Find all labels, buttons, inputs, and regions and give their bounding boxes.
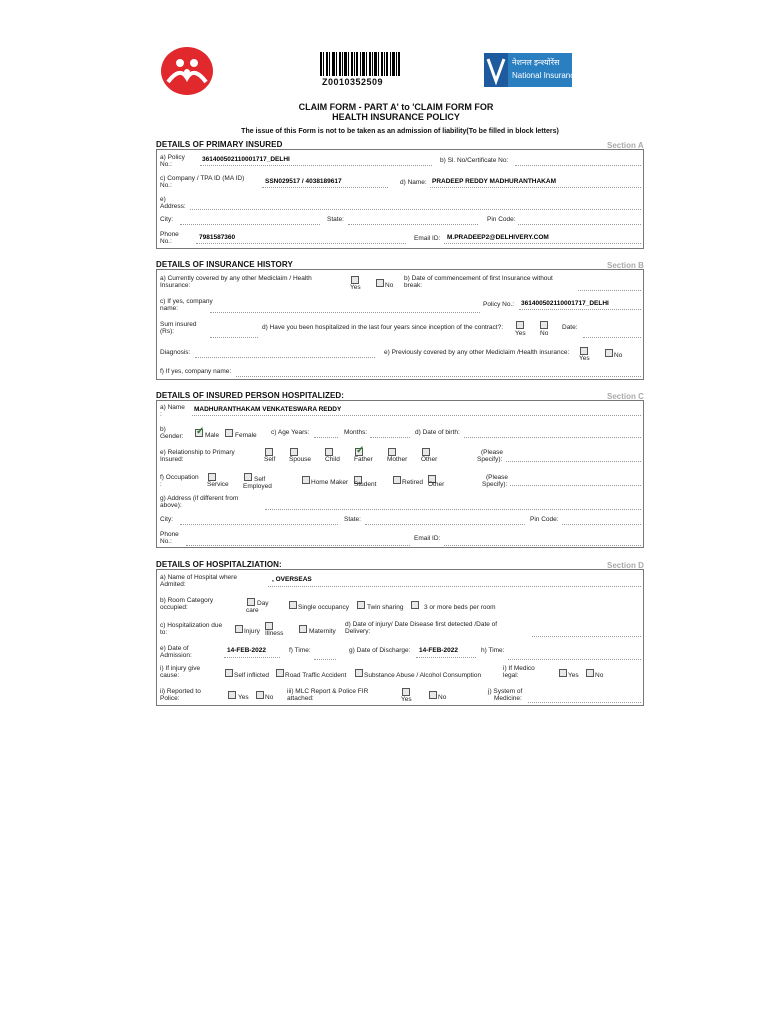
other-company-label: c) If yes, company name:: [160, 298, 213, 312]
currently-covered-label: a) Currently covered by any other Mediclaim / Health Insurance:: [160, 275, 312, 289]
patient-name-label: a) Name :: [160, 404, 185, 418]
room-twin-checkbox[interactable]: [357, 601, 365, 609]
barcode-number: Z0010352509: [322, 77, 384, 87]
due-injury-label: Injury: [244, 628, 260, 635]
rel-mother-label: Mother: [387, 456, 408, 463]
hospitalization-due-label: c) Hospitalization due to:: [160, 622, 223, 636]
occ-service-checkbox[interactable]: [208, 473, 216, 481]
barcode: [320, 52, 400, 76]
medico-legal-label: i) If Medico legal:: [503, 665, 535, 679]
covered-yes-checkbox[interactable]: [351, 276, 359, 284]
mlc-yes-checkbox[interactable]: [402, 688, 410, 696]
room-three-beds-checkbox[interactable]: [411, 601, 419, 609]
cause-substance-label: Substance Abuse / Alcohol Consumption: [364, 672, 482, 679]
medico-yes-label: Yes: [568, 672, 579, 679]
c-city-field[interactable]: [180, 524, 338, 525]
occ-home-maker-label: Home Maker: [311, 479, 349, 486]
rel-father-checkbox[interactable]: [355, 448, 363, 456]
policy-label: a) Policy No.:: [160, 154, 185, 168]
email-label: Email ID:: [414, 235, 441, 242]
insurer-logo: [484, 53, 579, 87]
certificate-label: b) Sl. No/Certificate No:: [440, 157, 509, 164]
rel-please-specify-label: (Please Specify):: [477, 449, 504, 463]
sum-insured-field[interactable]: [210, 337, 258, 338]
cause-self-inflicted-label: Self inflicted: [234, 672, 270, 679]
age-years-field[interactable]: [314, 437, 338, 438]
hospitalized-yes-label: Yes: [515, 330, 526, 337]
form-title-line2: HEALTH INSURANCE POLICY: [332, 112, 460, 122]
sum-insured-label: Sum insured (Rs):: [160, 321, 197, 335]
occ-retired-label: Retired: [402, 479, 423, 486]
relationship-label: e) Relationship to Primary Insured:: [160, 449, 235, 463]
occ-retired-checkbox[interactable]: [393, 476, 401, 484]
diagnosis-label: Diagnosis:: [160, 349, 191, 356]
c-state-label: State:: [344, 516, 361, 523]
alt-address-label: g) Address (if different from above):: [160, 495, 239, 509]
company-tpa-label: c) Company / TPA ID (MA ID) No.:: [160, 175, 245, 189]
section-d-tag: Section D: [607, 561, 644, 570]
age-months-label: Months:: [344, 429, 368, 436]
rel-other-label: Other: [421, 456, 438, 463]
time-f-label: f) Time:: [289, 647, 311, 654]
certificate-field[interactable]: [515, 165, 641, 166]
cause-self-inflicted-checkbox[interactable]: [225, 669, 233, 677]
commencement-label: b) Date of commencement of first Insurance without break:: [404, 275, 553, 289]
age-years-label: c) Age Years:: [271, 429, 310, 436]
gender-female-checkbox[interactable]: [225, 429, 233, 437]
history-policy-label: Policy No.:: [483, 301, 515, 308]
age-months-field[interactable]: [370, 437, 410, 438]
police-yes-checkbox[interactable]: [228, 691, 236, 699]
phone-value[interactable]: 7981587360: [199, 234, 236, 241]
occ-please-specify-label: (Please Specify):: [482, 474, 509, 488]
c-email-field[interactable]: [444, 545, 641, 546]
previously-no-checkbox[interactable]: [605, 349, 613, 357]
police-no-label: No: [265, 694, 274, 701]
c-phone-label: Phone No.:: [160, 531, 179, 545]
mlc-yes-label: Yes: [401, 696, 412, 703]
due-injury-checkbox[interactable]: [235, 625, 243, 633]
c-state-field[interactable]: [365, 524, 525, 525]
cause-substance-checkbox[interactable]: [355, 669, 363, 677]
pin-code-label: Pin Code:: [487, 216, 516, 223]
name-value[interactable]: PRADEEP REDDY MADHURANTHAKAM: [432, 178, 556, 185]
occ-other-label: Other: [428, 481, 445, 488]
room-day-care-label: Day care: [246, 600, 269, 614]
insurer-hindi-name: नेशनल इन्श्योरेंस: [512, 58, 560, 67]
state-field[interactable]: [348, 224, 478, 225]
f-company-name-label: f) If yes, company name:: [160, 368, 232, 375]
rel-child-checkbox[interactable]: [325, 448, 333, 456]
gender-male-checkbox[interactable]: [195, 429, 203, 437]
hospital-name-value[interactable]: , OVERSEAS: [272, 576, 312, 583]
section-d-title: DETAILS OF HOSPITALZIATION:: [156, 560, 282, 569]
due-illness-label: Illness: [265, 630, 284, 637]
email-value[interactable]: M.PRADEEP2@DELHIVERY.COM: [447, 234, 549, 241]
occ-self-employed-label: Self Employed: [243, 476, 272, 490]
mlc-no-checkbox[interactable]: [429, 691, 437, 699]
city-field[interactable]: [180, 224, 320, 225]
previously-yes-checkbox[interactable]: [580, 347, 588, 355]
occupation-label: f) Occupation :: [160, 474, 199, 488]
room-category-label: b) Room Category occupied:: [160, 597, 214, 611]
occ-service-label: Service: [207, 481, 229, 488]
policy-number-value[interactable]: 361400502110001717_DELHI: [202, 156, 290, 163]
hospitalized-yes-checkbox[interactable]: [516, 321, 524, 329]
mlc-no-label: No: [438, 694, 447, 701]
section-a-tag: Section A: [607, 141, 644, 150]
injury-date-label: d) Date of injury/ Date Disease first detected /Date of Delivery:: [345, 621, 498, 635]
gender-label: b) Gender:: [160, 426, 184, 440]
pin-code-field[interactable]: [518, 224, 641, 225]
police-no-checkbox[interactable]: [256, 691, 264, 699]
rel-specify-field[interactable]: [506, 461, 641, 462]
room-single-checkbox[interactable]: [289, 601, 297, 609]
rel-self-checkbox[interactable]: [265, 448, 273, 456]
insurer-name: National Insurance: [512, 71, 579, 80]
dob-field[interactable]: [464, 437, 641, 438]
section-c-box: [156, 400, 644, 548]
police-yes-label: Yes: [238, 694, 249, 701]
system-medicine-label: j) System of Medicine:: [488, 688, 523, 702]
due-maternity-checkbox[interactable]: [299, 625, 307, 633]
f-company-name-field[interactable]: [236, 376, 641, 377]
medico-no-label: No: [595, 672, 604, 679]
alt-address-field[interactable]: [265, 509, 641, 510]
rel-child-label: Child: [325, 456, 340, 463]
hospitalized-four-years-label: d) Have you been hospitalized in the last four years since inception of the contract?:: [262, 324, 504, 331]
state-label: State:: [327, 216, 344, 223]
section-b-tag: Section B: [607, 261, 644, 270]
rel-self-label: Self: [264, 456, 276, 463]
previously-no-label: No: [614, 352, 623, 359]
city-label: City:: [160, 216, 173, 223]
other-company-field[interactable]: [210, 312, 480, 313]
section-a-title: DETAILS OF PRIMARY INSURED: [156, 140, 283, 149]
c-pin-field[interactable]: [562, 524, 641, 525]
room-three-beds-label: 3 or more beds per room: [424, 604, 496, 611]
occ-student-label: Student: [354, 481, 377, 488]
address-label: e) Address:: [160, 196, 186, 210]
injury-date-field[interactable]: [532, 636, 641, 637]
admission-date-value[interactable]: 14-FEB-2022: [227, 647, 267, 654]
time-f-field[interactable]: [314, 659, 336, 660]
admission-date-label: e) Date of Admission:: [160, 645, 192, 659]
reported-police-label: ii) Reported to Police:: [160, 688, 201, 702]
occ-home-maker-checkbox[interactable]: [302, 476, 310, 484]
gender-male-label: Male: [205, 432, 220, 439]
covered-yes-label: Yes: [350, 284, 361, 291]
previously-covered-label: e) Previously covered by any other Mediclaim /Health insurance:: [384, 349, 570, 356]
medico-yes-checkbox[interactable]: [559, 669, 567, 677]
hospitalized-date-label: Date:: [562, 324, 578, 331]
c-email-label: Email ID:: [414, 535, 441, 542]
due-maternity-label: Maternity: [309, 628, 336, 635]
commencement-field[interactable]: [578, 290, 641, 291]
mlc-report-label: iii) MLC Report & Police FIR attached:: [287, 688, 369, 702]
section-b-title: DETAILS OF INSURANCE HISTORY: [156, 260, 293, 269]
form-title-line1: CLAIM FORM - PART A' to 'CLAIM FORM FOR: [298, 102, 494, 112]
dob-label: d) Date of birth:: [415, 429, 460, 436]
section-c-tag: Section C: [607, 392, 644, 401]
gender-female-label: Female: [235, 432, 257, 439]
hospitalized-no-checkbox[interactable]: [540, 321, 548, 329]
c-city-label: City:: [160, 516, 173, 523]
c-pin-label: Pin Code:: [530, 516, 559, 523]
room-twin-label: Twin sharing: [367, 604, 404, 611]
covered-no-label: No: [385, 282, 394, 289]
section-d-box: [156, 569, 644, 706]
rel-spouse-label: Spouse: [289, 456, 312, 463]
company-tpa-value[interactable]: SSN029517 / 4038189617: [265, 178, 342, 185]
hospital-name-label: a) Name of Hospital where Admited:: [160, 574, 237, 588]
patient-name-value[interactable]: MADHURANTHAKAM VENKATESWARA REDDY: [194, 406, 342, 413]
rel-other-checkbox[interactable]: [422, 448, 430, 456]
section-c-title: DETAILS OF INSURED PERSON HOSPITALIZED:: [156, 391, 345, 400]
hospitalized-date-field[interactable]: [583, 337, 641, 338]
diagnosis-field[interactable]: [195, 357, 375, 358]
c-phone-field[interactable]: [186, 545, 410, 546]
rel-father-label: Father: [354, 456, 373, 463]
covered-no-checkbox[interactable]: [376, 279, 384, 287]
medico-no-checkbox[interactable]: [586, 669, 594, 677]
time-h-field[interactable]: [508, 659, 641, 660]
rel-mother-checkbox[interactable]: [388, 448, 396, 456]
hospitalized-no-label: No: [540, 330, 549, 337]
company-logo: [160, 46, 214, 96]
occ-specify-field[interactable]: [510, 485, 641, 486]
discharge-date-label: g) Date of Discharge:: [349, 647, 411, 654]
history-policy-value[interactable]: 361400502110001717_DELHI: [521, 300, 609, 307]
cause-road-accident-checkbox[interactable]: [276, 669, 284, 677]
previously-yes-label: Yes: [579, 355, 590, 362]
address-field[interactable]: [190, 209, 641, 210]
room-single-label: Single occupancy: [298, 604, 349, 611]
rel-spouse-checkbox[interactable]: [290, 448, 298, 456]
discharge-date-value[interactable]: 14-FEB-2022: [419, 647, 459, 654]
form-notice: The issue of this Form is not to be taken as an admission of liability(To be filled in block letters): [241, 128, 559, 135]
name-label: d) Name:: [400, 179, 427, 186]
system-medicine-field[interactable]: [528, 702, 641, 703]
time-h-label: h) Time:: [481, 647, 505, 654]
injury-cause-label: i) If injury give cause:: [160, 665, 201, 679]
cause-road-accident-label: Road Traffic Accident: [285, 672, 347, 679]
phone-label: Phone No.:: [160, 231, 179, 245]
due-illness-checkbox[interactable]: [265, 622, 273, 630]
